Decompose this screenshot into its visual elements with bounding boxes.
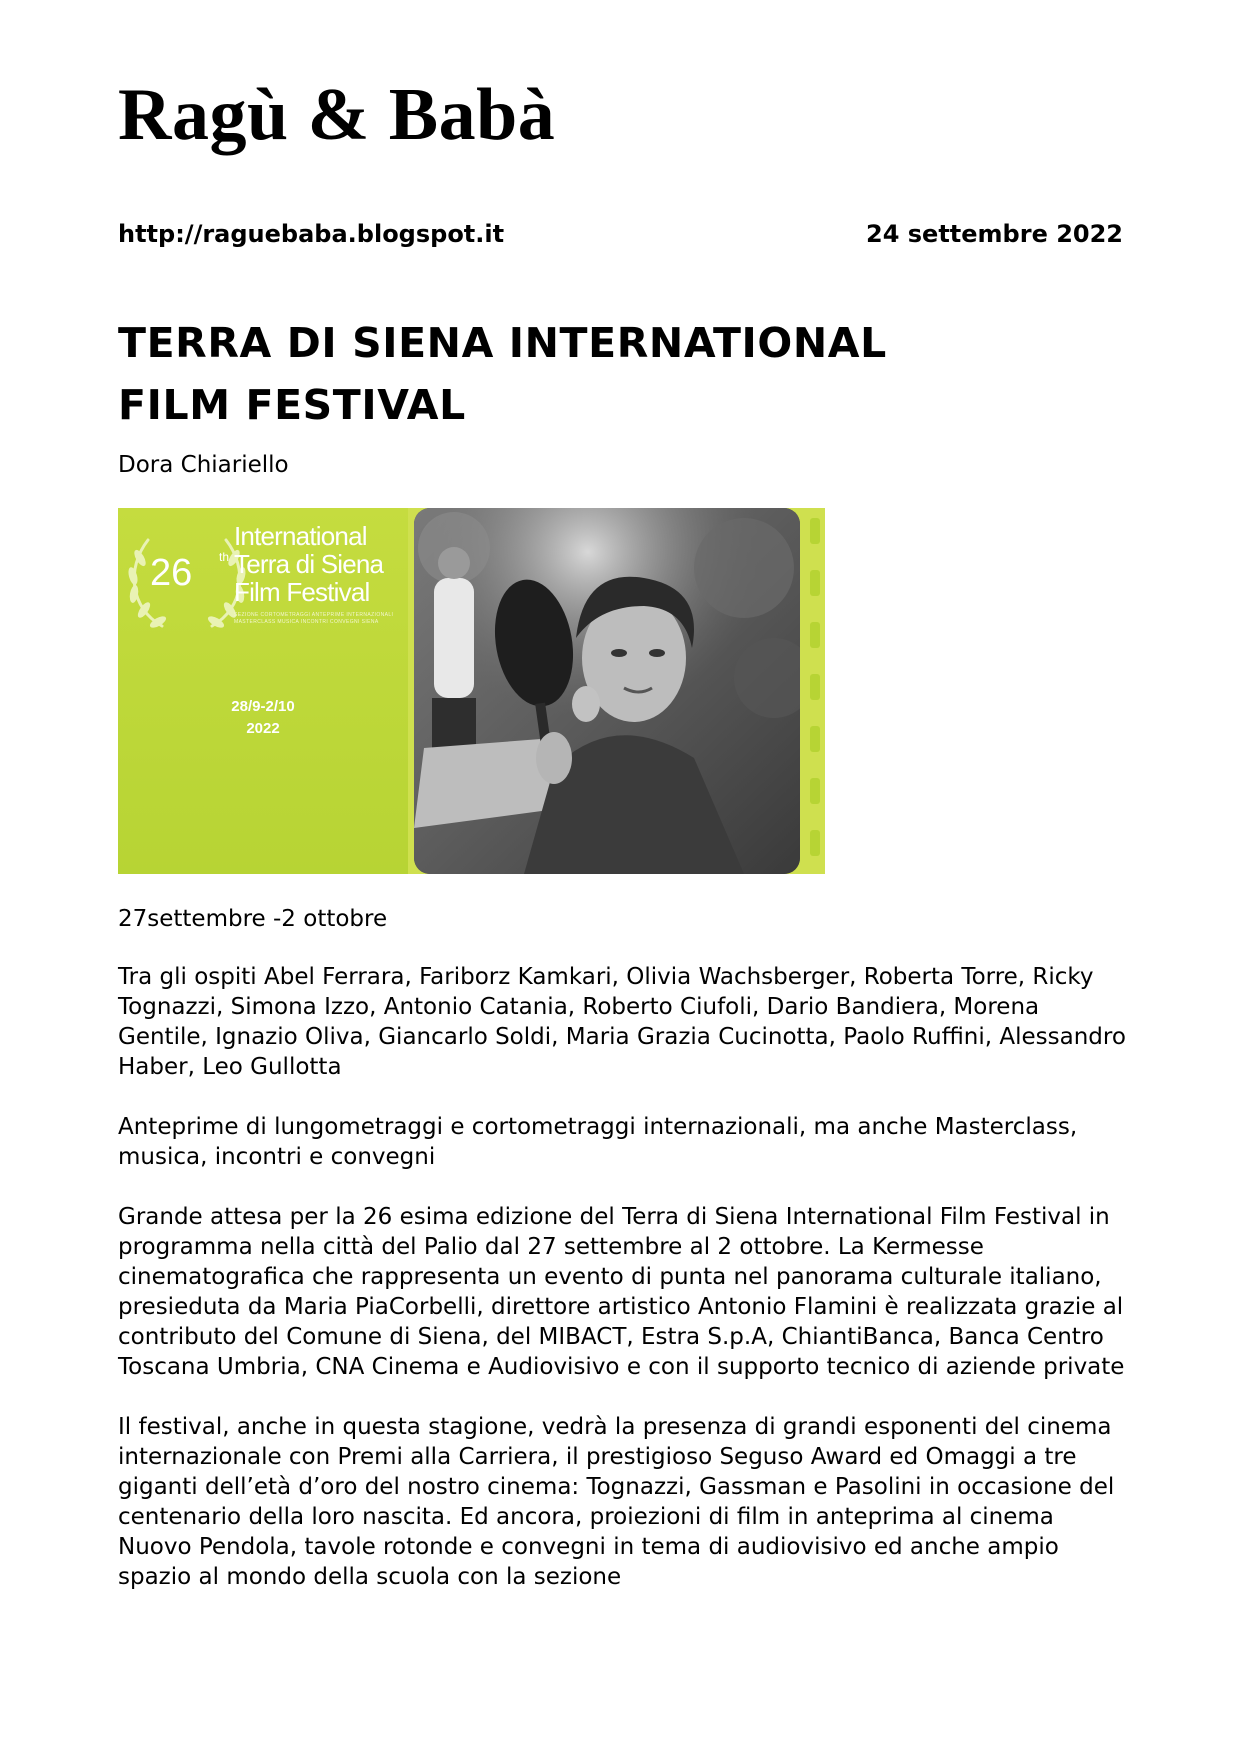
festival-name xyxy=(234,522,404,606)
festival-name-line: Terra di Siena xyxy=(234,549,384,579)
edition-number: 26 xyxy=(150,552,193,594)
edition-suffix: th xyxy=(219,550,230,564)
festival-date-range: 28/9-2/10 xyxy=(231,698,295,715)
author-byline: Dora Chiariello xyxy=(118,452,289,478)
festival-year: 2022 xyxy=(246,720,280,737)
article-date-range: 27settembre -2 ottobre xyxy=(118,906,388,932)
festival-dates xyxy=(198,696,328,740)
film-still-illustration xyxy=(414,508,800,874)
article-guests-paragraph: Tra gli ospiti Abel Ferrara, Fariborz Kamkari, Olivia Wachsberger, Roberta Torre, Ricky Tognazzi, Simona Izzo, Antonio Catania, Roberto Ciufoli, Dario Bandiera, Morena Gentile, Ignazio Oliva, Giancarlo Soldi, Maria Grazia Cucinotta, Paolo Ruffini, Alessandro Haber, Leo Gullotta xyxy=(118,964,1126,1080)
article-headline xyxy=(118,312,1128,436)
publication-date: 24 settembre 2022 xyxy=(866,220,1123,248)
article-paragraph-2: Il festival, anche in questa stagione, vedrà la presenza di grandi esponenti del cinema internazionale con Premi alla Carriera, il prestigioso Seguso Award ed Omaggi a tre giganti dell’età d’oro del nostro cinema: Tognazzi, Gassman e Pasolini in occasione del centenario della loro nascita. Ed ancora, proiezioni di film in anteprima al cinema Nuovo Pendola, tavole rotonde e convegni in tema di audiovisivo ed anche ampio spazio al mondo della scuola con la sezione xyxy=(118,1414,1115,1590)
film-strip-holes xyxy=(810,508,825,874)
film-still-photo xyxy=(414,508,800,874)
festival-fine-print xyxy=(234,612,394,626)
film-hole xyxy=(810,570,820,596)
film-hole xyxy=(810,622,820,648)
film-hole xyxy=(810,674,820,700)
poster-green-panel xyxy=(118,508,408,874)
fine-print-line: MASTERCLASS MUSICA INCONTRI CONVEGNI SIENA xyxy=(234,619,379,625)
article-preview-paragraph: Anteprime di lungometraggi e cortometraggi internazionali, ma anche Masterclass, musica, incontri e convegni xyxy=(118,1114,1078,1170)
festival-name-line: International xyxy=(234,521,367,551)
festival-poster-image xyxy=(118,508,825,874)
article-body xyxy=(118,904,1128,1592)
headline-line-1: TERRA DI SIENA INTERNATIONAL xyxy=(118,319,887,367)
festival-name-line: Film Festival xyxy=(234,577,370,607)
masthead-title: Ragù & Babà xyxy=(118,74,556,156)
source-url[interactable]: http://raguebaba.blogspot.it xyxy=(118,220,505,248)
film-hole xyxy=(810,518,820,544)
fine-print-line: SEZIONE CORTOMETRAGGI ANTEPRIME INTERNAZIONALI xyxy=(234,612,394,618)
film-hole xyxy=(810,778,820,804)
film-hole xyxy=(810,830,820,856)
article-paragraph-1: Grande attesa per la 26 esima edizione del Terra di Siena International Film Festival in programma nella città del Palio dal 27 settembre al 2 ottobre. La Kermesse cinematografica che rappresenta un evento di punta nel panorama culturale italiano, presieduta da Maria PiaCorbelli, direttore artistico Antonio Flamini è realizzata grazie al contributo del Comune di Siena, del MIBACT, Estra S.p.A, ChiantiBanca, Banca Centro Toscana Umbria, CNA Cinema e Audiovisivo e con il supporto tecnico di aziende private xyxy=(118,1204,1125,1380)
headline-line-2: FILM FESTIVAL xyxy=(118,381,466,429)
meta-row xyxy=(118,219,1123,249)
film-hole xyxy=(810,726,820,752)
